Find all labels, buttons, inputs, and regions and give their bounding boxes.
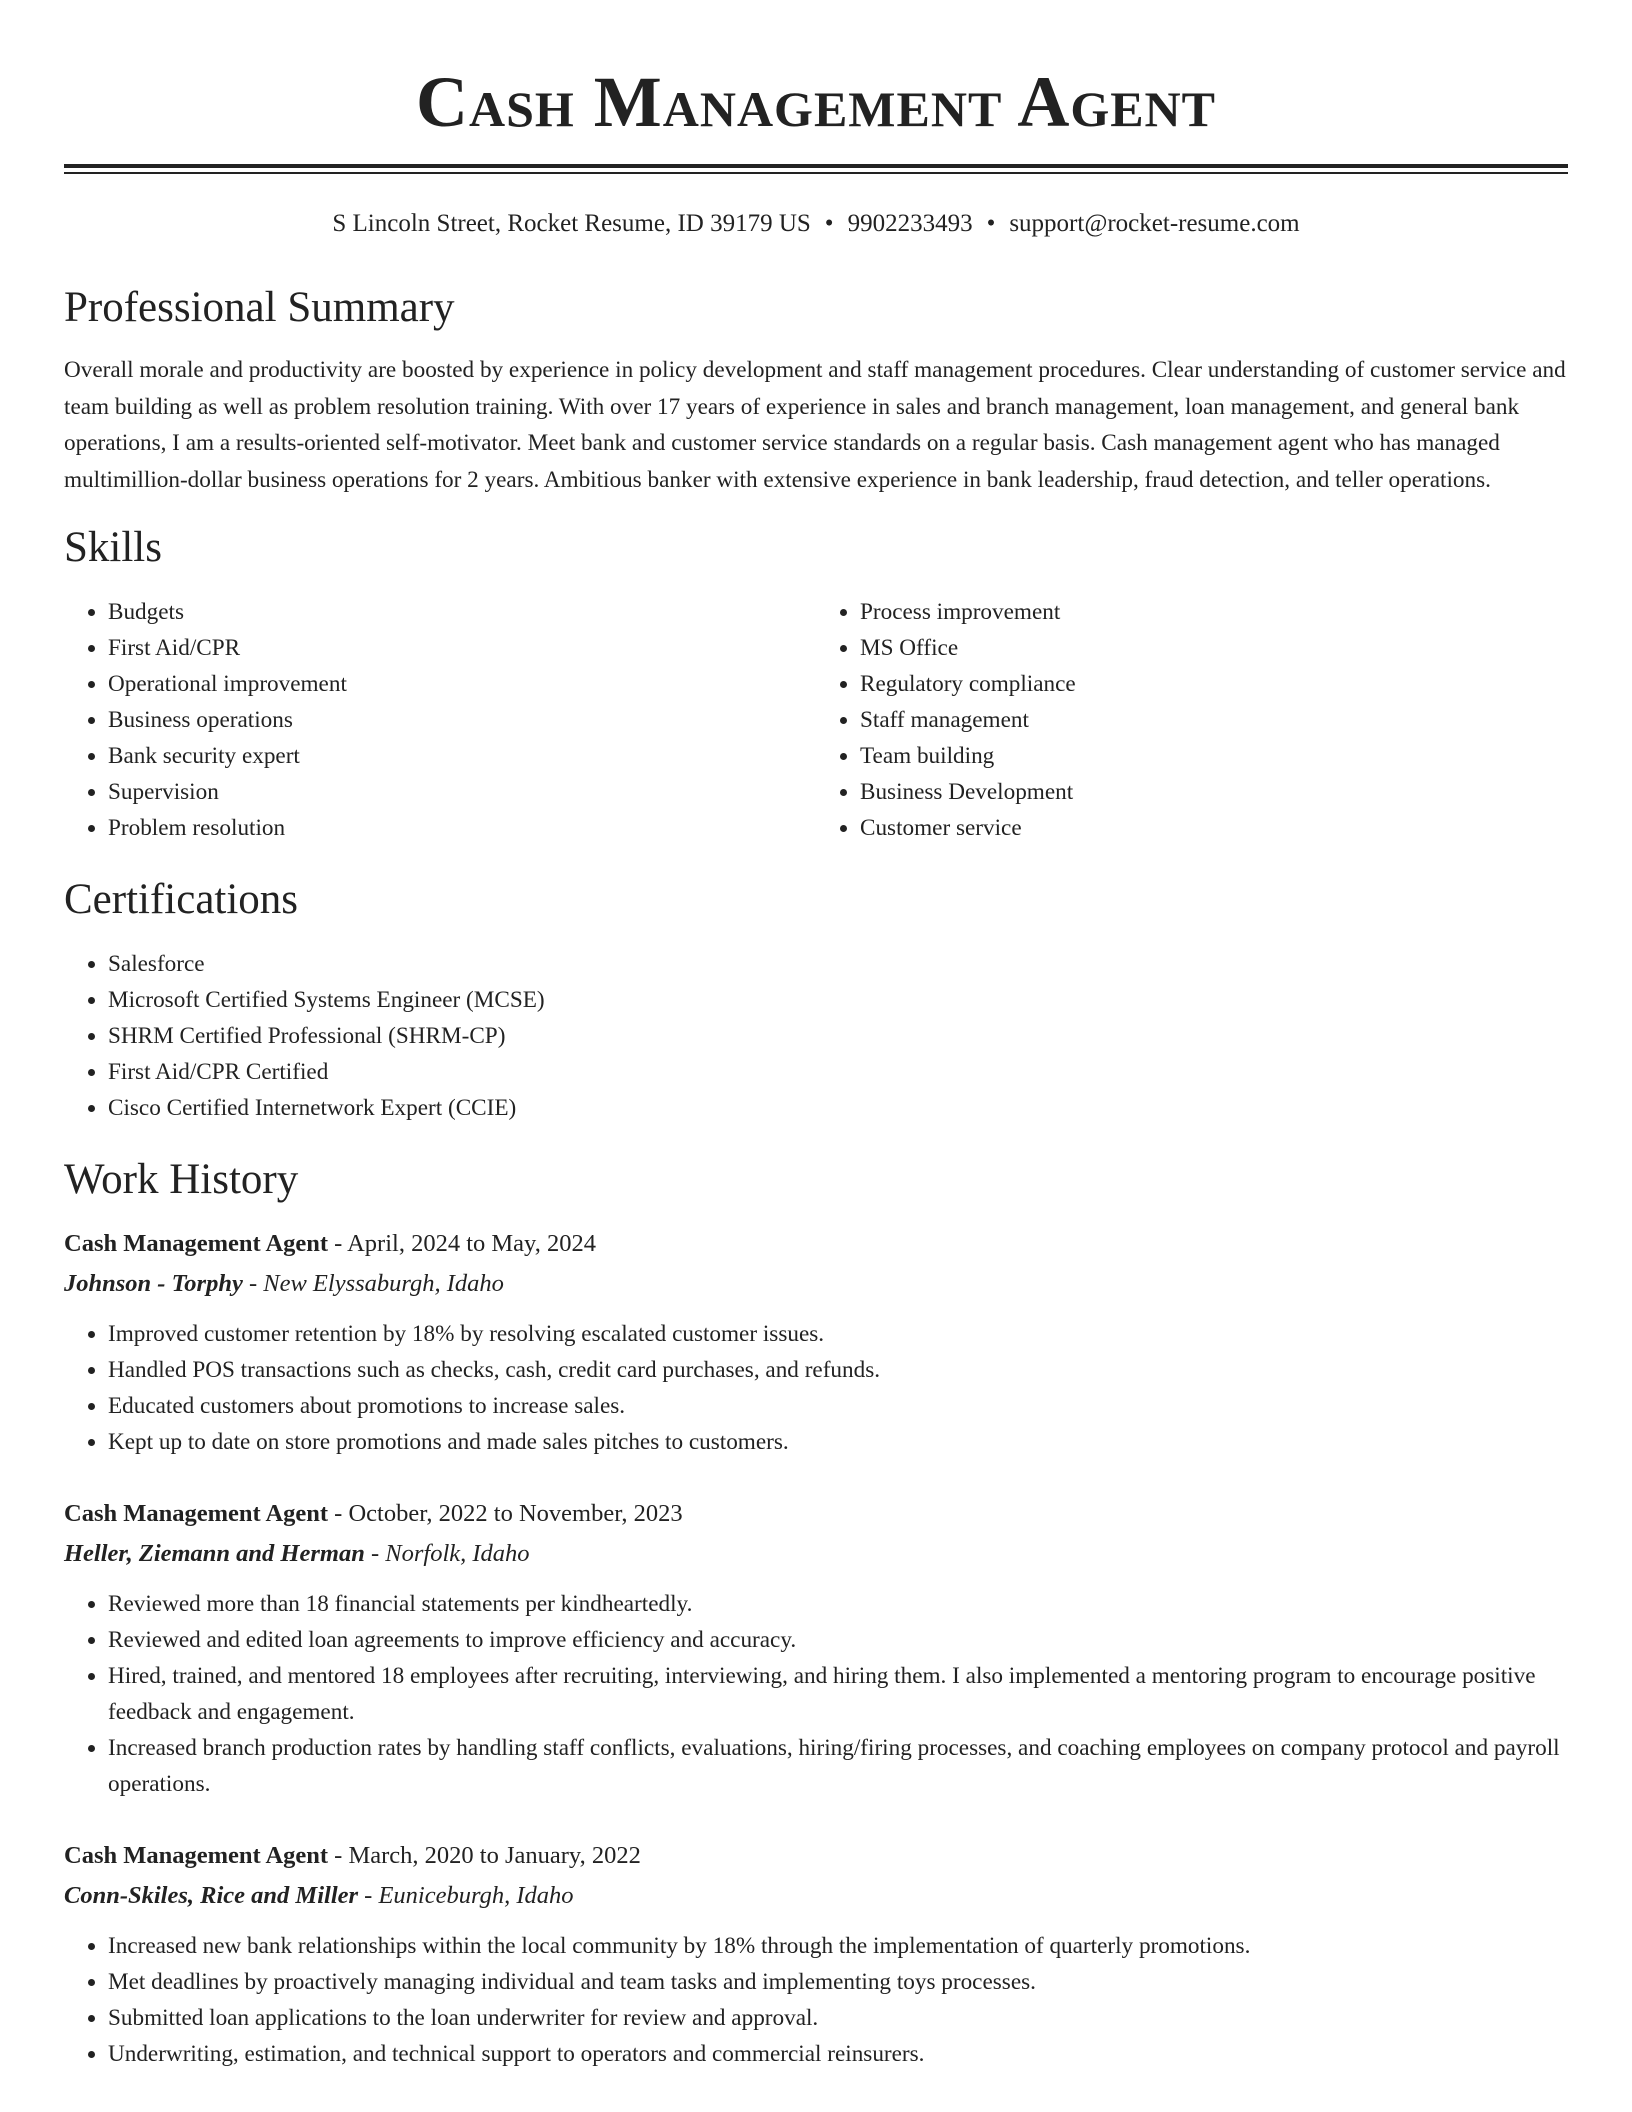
summary-section — [64, 282, 1568, 498]
job-bullet: • Kept up to date on store promotions and made sales pitches to customers. — [108, 1424, 1568, 1460]
skill-item: • First Aid/CPR — [108, 630, 816, 666]
job-bullets — [64, 1586, 1568, 1802]
contact-separator: • — [986, 210, 996, 237]
skill-item: • Operational improvement — [108, 666, 816, 702]
work-history-section — [64, 1154, 1568, 2072]
job-entry — [64, 1494, 1568, 1802]
job-entry — [64, 1836, 1568, 2072]
job-company-line: Johnson - Torphy - New Elyssaburgh, Idaho — [64, 1270, 504, 1297]
work-history-heading: Work History — [64, 1156, 299, 1203]
job-title: Cash Management Agent — [64, 1842, 329, 1869]
job-dates: March, 2020 to January, 2022 — [348, 1842, 641, 1869]
skills-section — [64, 522, 1568, 846]
job-bullet: • Handled POS transactions such as checks, cash, credit card purchases, and refunds. — [108, 1352, 1568, 1388]
certifications-list — [64, 946, 1568, 1126]
skills-heading: Skills — [64, 524, 162, 571]
job-bullet: • Underwriting, estimation, and technical support to operators and commercial reinsurers. — [108, 2036, 1568, 2072]
skill-item: • Process improvement — [860, 594, 1568, 630]
title-divider-thick — [64, 164, 1568, 168]
job-bullet: • Reviewed more than 18 financial statements per kindheartedly. — [108, 1586, 1568, 1622]
skill-item: • Business Development — [860, 774, 1568, 810]
job-title-line: Cash Management Agent - April, 2024 to May, 2024 — [64, 1230, 596, 1257]
resume-title: Cash Management Agent — [415, 62, 1217, 142]
skill-item: • Team building — [860, 738, 1568, 774]
job-company: Conn-Skiles, Rice and Miller — [64, 1882, 359, 1909]
certification-item: • Microsoft Certified Systems Engineer (MCSE) — [108, 982, 1568, 1018]
job-company-line: Conn-Skiles, Rice and Miller - Euniceburgh, Idaho — [64, 1882, 574, 1909]
job-company-line: Heller, Ziemann and Herman - Norfolk, Idaho — [64, 1540, 530, 1567]
contact-line — [64, 208, 1568, 240]
skill-item: • Budgets — [108, 594, 816, 630]
job-company: Johnson - Torphy — [64, 1270, 243, 1297]
job-title: Cash Management Agent — [64, 1230, 329, 1257]
certification-item: • First Aid/CPR Certified — [108, 1054, 1568, 1090]
job-bullet: • Educated customers about promotions to increase sales. — [108, 1388, 1568, 1424]
skill-item: • Supervision — [108, 774, 816, 810]
job-title-line: Cash Management Agent - March, 2020 to January, 2022 — [64, 1842, 641, 1869]
contact-email: support@rocket-resume.com — [1009, 210, 1300, 237]
job-bullets — [64, 1928, 1568, 2072]
certifications-section — [64, 874, 1568, 1126]
job-entry — [64, 1224, 1568, 1460]
job-bullet: • Increased new bank relationships within the local community by 18% through the implementation of quarterly promotions. — [108, 1928, 1568, 1964]
contact-address: S Lincoln Street, Rocket Resume, ID 39179 US — [332, 210, 811, 237]
job-dates: October, 2022 to November, 2023 — [348, 1500, 683, 1527]
job-bullet: • Increased branch production rates by handling staff conflicts, evaluations, hiring/firing processes, and coaching employees on company protocol and payroll operations. — [108, 1730, 1568, 1802]
job-bullets — [64, 1316, 1568, 1460]
certification-item: • SHRM Certified Professional (SHRM-CP) — [108, 1018, 1568, 1054]
contact-separator: • — [824, 210, 834, 237]
skills-list-right — [816, 594, 1568, 846]
skills-columns — [64, 594, 1568, 846]
job-company: Heller, Ziemann and Herman — [64, 1540, 365, 1567]
job-dates: April, 2024 to May, 2024 — [347, 1230, 596, 1257]
job-bullet: • Reviewed and edited loan agreements to improve efficiency and accuracy. — [108, 1622, 1568, 1658]
job-location: Norfolk, Idaho — [385, 1540, 530, 1567]
job-location: Euniceburgh, Idaho — [378, 1882, 574, 1909]
job-title-line: Cash Management Agent - October, 2022 to November, 2023 — [64, 1500, 683, 1527]
skill-item: • Staff management — [860, 702, 1568, 738]
job-bullet: • Submitted loan applications to the loan underwriter for review and approval. — [108, 2000, 1568, 2036]
certifications-heading: Certifications — [64, 876, 299, 923]
skills-list-left — [64, 594, 816, 846]
job-bullet: • Hired, trained, and mentored 18 employees after recruiting, interviewing, and hiring them. I also implemented a mentoring program to encourage positive feedback and engagement. — [108, 1658, 1568, 1730]
skill-item: • Business operations — [108, 702, 816, 738]
skill-item: • Customer service — [860, 810, 1568, 846]
skill-item: • MS Office — [860, 630, 1568, 666]
title-divider-thin — [64, 172, 1568, 174]
summary-text: Overall morale and productivity are boosted by experience in policy development and staff management procedures. Clear understanding of customer service and team building as well as problem resolution training. With over 17 years of experience in sales and branch management, loan management, and general bank operations, I am a results-oriented self-motivator. Meet bank and customer service standards on a regular basis. Cash management agent who has managed multimillion-dollar business operations for 2 years. Ambitious banker with extensive experience in bank leadership, fraud detection, and teller operations. — [64, 357, 1566, 493]
skill-item: • Problem resolution — [108, 810, 816, 846]
contact-phone: 9902233493 — [847, 210, 973, 237]
skill-item: • Bank security expert — [108, 738, 816, 774]
job-bullet: • Improved customer retention by 18% by resolving escalated customer issues. — [108, 1316, 1568, 1352]
job-location: New Elyssaburgh, Idaho — [263, 1270, 504, 1297]
job-bullet: • Met deadlines by proactively managing individual and team tasks and implementing toys processes. — [108, 1964, 1568, 2000]
certification-item: • Salesforce — [108, 946, 1568, 982]
certification-item: • Cisco Certified Internetwork Expert (CCIE) — [108, 1090, 1568, 1126]
skill-item: • Regulatory compliance — [860, 666, 1568, 702]
job-title: Cash Management Agent — [64, 1500, 329, 1527]
summary-heading: Professional Summary — [64, 284, 455, 331]
